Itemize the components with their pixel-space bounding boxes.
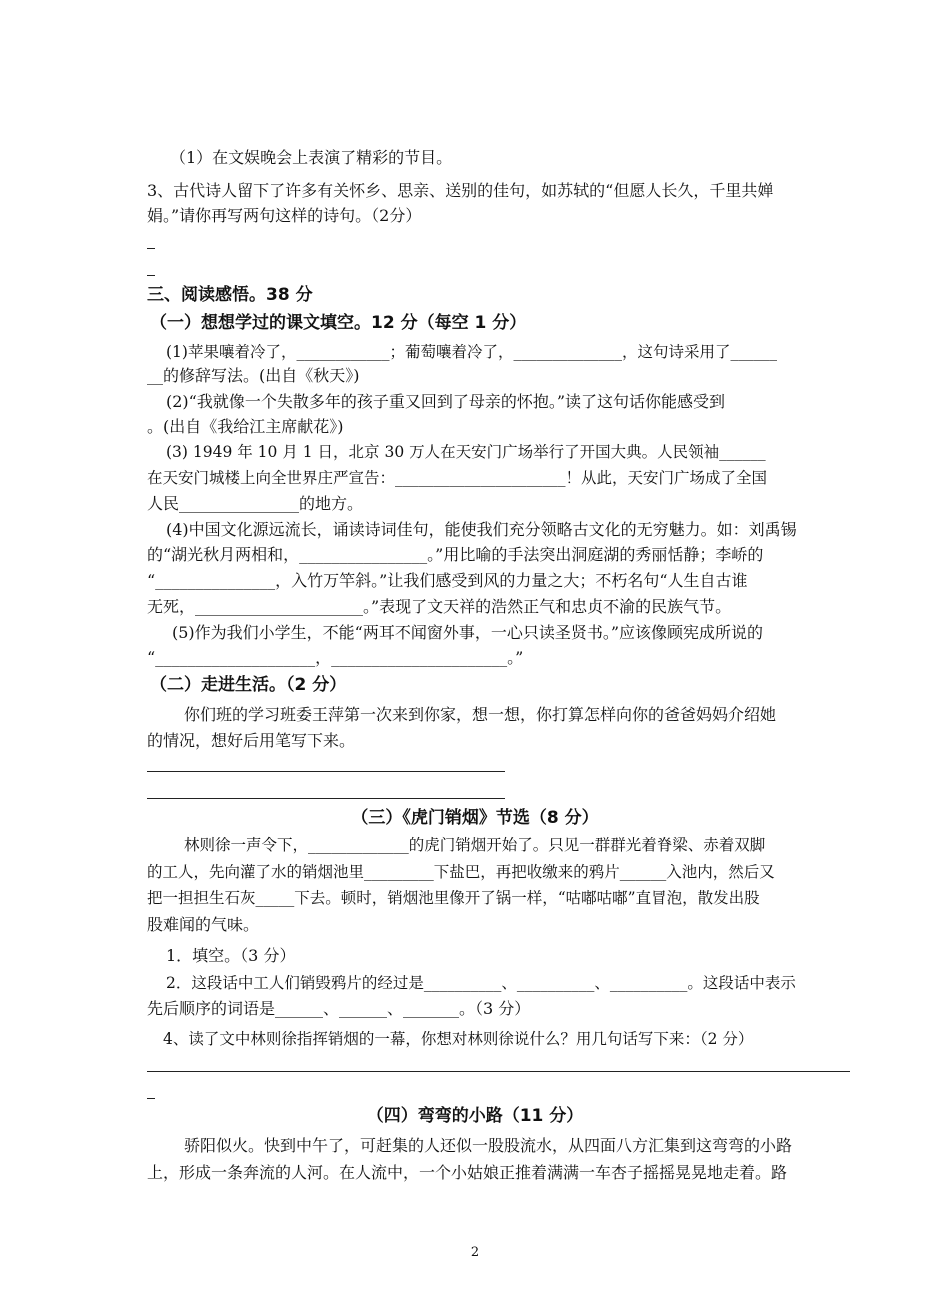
question-line: 4、读了文中林则徐指挥销烟的一幕，你想对林则徐说什么？用几句话写下来：（2 分） xyxy=(163,1030,754,1048)
passage-line: 的工人，先向灌了水的销烟池里_________下盐巴，再把收缴来的鸦片______入池内，然后又 xyxy=(147,863,775,881)
subsection-heading: （二）走进生活。（2 分） xyxy=(150,675,347,695)
question-line: “_______________，入竹万竿斜。”让我们感受到风的力量之大；不朽名句“人生自古谁 xyxy=(147,571,748,590)
question-line: 你们班的学习班委王萍第一次来到你家，想一想，你打算怎样向你的爸爸妈妈介绍她 xyxy=(184,705,777,724)
subsection-heading: （四）弯弯的小路（11 分） xyxy=(366,1106,584,1126)
question-line: 人民_______________的地方。 xyxy=(147,494,364,513)
question-line: 2．这段话中工人们销毁鸦片的经过是__________、__________、__________。这段话中表示 xyxy=(166,974,796,992)
answer-line[interactable] xyxy=(147,771,505,772)
answer-line[interactable] xyxy=(147,1098,155,1099)
passage-line: 把一担担生石灰_____下去。顿时，销烟池里像开了锅一样，“咕嘟咕嘟”直冒泡，散发出股 xyxy=(147,889,760,907)
question-line: 在天安门城楼上向全世界庄严宣告：______________________！从此，天安门广场成了全国 xyxy=(147,469,768,487)
question-line: 娟。”请你再写两句这样的诗句。（2分） xyxy=(147,206,422,225)
question-line: “____________________，______________________。” xyxy=(147,648,524,667)
answer-line[interactable] xyxy=(147,275,155,276)
question-line: （1）在文娱晚会上表演了精彩的节目。 xyxy=(170,148,453,167)
question-line: (3) 1949 年 10 月 1 日，北京 30 万人在天安门广场举行了开国大典。人民领袖______ xyxy=(166,443,766,461)
passage-line: 林则徐一声令下，_____________的虎门销烟开始了。只见一群群光着脊梁、赤着双脚 xyxy=(184,836,766,854)
page-number: 2 xyxy=(470,1245,480,1260)
question-line: 的“湖光秋月两相和，________________。”用比喻的手法突出洞庭湖的秀丽恬静；李峤的 xyxy=(147,545,764,564)
passage-line: 股难闻的气味。 xyxy=(147,915,260,934)
question-line: (5)作为我们小学生，不能“两耳不闻窗外事，一心只读圣贤书。”应该像顾宪成所说的 xyxy=(172,623,764,642)
section-heading: 三、阅读感悟。38 分 xyxy=(147,285,313,305)
passage-line: 骄阳似火。快到中午了，可赶集的人还似一股股流水，从四面八方汇集到这弯弯的小路 xyxy=(184,1136,793,1155)
question-line: 的情况，想好后用笔写下来。 xyxy=(147,731,356,750)
question-line: 1．填空。（3 分） xyxy=(166,946,296,965)
question-line: 先后顺序的词语是______、______、_______。（3 分） xyxy=(147,999,531,1018)
question-line: (1)苹果嚷着冷了，____________；葡萄嚷着冷了，______________，这句诗采用了______ xyxy=(166,343,777,361)
answer-line[interactable] xyxy=(147,248,155,249)
subsection-heading: （一）想想学过的课文填空。12 分（每空 1 分） xyxy=(150,313,527,333)
answer-line[interactable] xyxy=(147,1071,850,1072)
answer-line[interactable] xyxy=(147,798,505,799)
question-line: __的修辞写法。(出自《秋天》) xyxy=(147,366,360,385)
question-line: (2)“我就像一个失散多年的孩子重又回到了母亲的怀抱。”读了这句话你能感受到 xyxy=(166,392,726,411)
question-line: 3、古代诗人留下了许多有关怀乡、思亲、送别的佳句，如苏轼的“但愿人长久，千里共婵 xyxy=(147,181,774,200)
question-line: 无死，_____________________。”表现了文天祥的浩然正气和忠贞不渝的民族气节。 xyxy=(147,597,732,616)
question-line: 。(出自《我给江主席献花》) xyxy=(147,417,344,436)
subsection-heading: （三）《虎门销烟》节选（8 分） xyxy=(351,808,599,828)
question-line: (4)中国文化源远流长，诵读诗词佳句，能使我们充分领略古文化的无穷魅力。如：刘禹锡 xyxy=(166,520,797,539)
passage-line: 上，形成一条奔流的人河。在人流中，一个小姑娘正推着满满一车杏子摇摇晃晃地走着。路 xyxy=(147,1163,788,1182)
